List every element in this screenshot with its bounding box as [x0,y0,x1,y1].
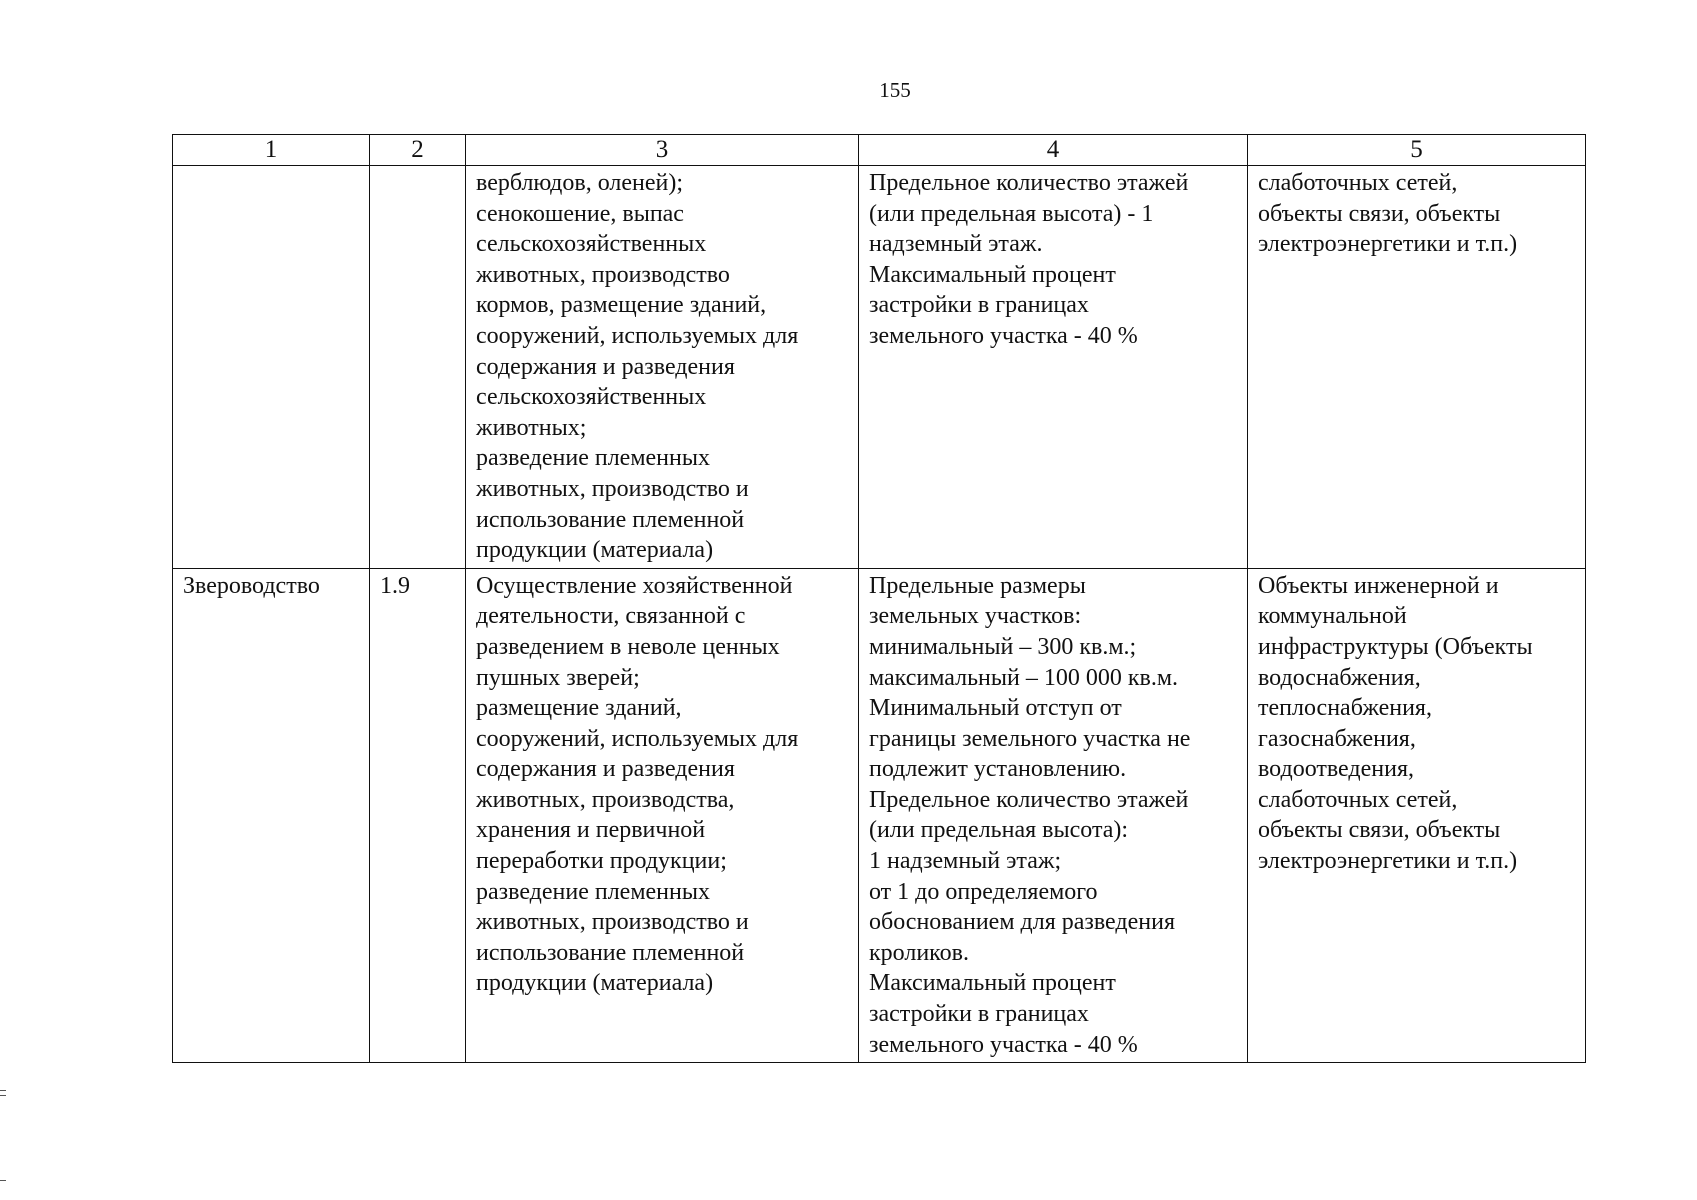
text-line: животных, производство и [476,909,749,936]
regulations-table [172,134,1586,1063]
page-number: 155 [879,78,911,102]
text-line: Минимальный отступ от [869,695,1122,722]
text-line: сенокошение, выпас [476,200,684,227]
text-line: использование племенной [476,939,745,966]
text-line: разведением в неволе ценных [476,633,780,660]
use-code-cell [370,166,466,569]
text-line: максимальный – 100 000 кв.м. [869,664,1179,691]
text-line: слаботочных сетей, [1258,786,1458,813]
text-line: хранения и первичной [476,817,706,844]
text-line: кормов, размещение зданий, [476,292,767,319]
text-line: разведение племенных [476,445,710,472]
text-line: Предельное количество этажей [869,170,1189,196]
text-line: (или предельная высота): [869,817,1129,844]
text-line: использование племенной [476,506,745,533]
text-line: животных, производство и [476,475,749,502]
text-line: содержания и разведения [476,756,735,783]
use-description-cell [466,166,859,569]
text-line: продукции (материала) [476,970,714,997]
text-line: границы земельного участка не [869,725,1191,752]
table-row [173,166,1586,569]
text-line: обоснованием для разведения [869,909,1175,936]
auxiliary-objects-cell [1248,568,1586,1063]
header-cell: 5 [1248,135,1586,166]
use-code-cell: 1.9 [370,568,466,1063]
text-line: коммунальной [1258,603,1407,630]
text-line: земельного участка - 40 % [869,322,1138,349]
scan-edge-mark [0,1180,6,1181]
text-line: водоотведения, [1258,756,1414,783]
table-row [173,568,1586,1063]
text-line: Осуществление хозяйственной [476,572,793,599]
text-line: слаботочных сетей, [1258,170,1458,196]
scan-edge-mark [0,1090,6,1091]
parameters-cell [859,568,1248,1063]
text-line: Максимальный процент [869,261,1116,288]
scan-edge-mark [0,1095,6,1096]
text-line: объекты связи, объекты [1258,817,1501,844]
text-line: Предельное количество этажей [869,786,1189,813]
text-line: размещение зданий, [476,695,682,722]
use-name-cell: Звероводство [173,568,370,1063]
header-cell: 4 [859,135,1248,166]
text-line: электроэнергетики и т.п.) [1258,231,1518,258]
auxiliary-objects-cell [1248,166,1586,569]
text-line: переработки продукции; [476,848,727,875]
use-name-cell [173,166,370,569]
text-line: Максимальный процент [869,970,1116,997]
text-line: застройки в границах [869,292,1089,319]
text-line: электроэнергетики и т.п.) [1258,848,1518,875]
text-line: сельскохозяйственных [476,384,707,411]
header-cell: 2 [370,135,466,166]
text-line: подлежит установлению. [869,756,1127,783]
header-cell: 3 [466,135,859,166]
text-line: надземный этаж. [869,231,1043,258]
text-line: животных; [476,414,587,441]
text-line: (или предельная высота) - 1 [869,200,1154,227]
header-cell: 1 [173,135,370,166]
text-line: содержания и разведения [476,353,735,380]
text-line: животных, производства, [476,786,735,813]
table-header-row [173,135,1586,166]
text-line: 1 надземный этаж; [869,848,1062,875]
text-line: сооружений, используемых для [476,725,799,752]
text-line: продукции (материала) [476,537,714,564]
text-line: пушных зверей; [476,664,640,691]
text-line: объекты связи, объекты [1258,200,1501,227]
text-line: разведение племенных [476,878,710,905]
text-line: деятельности, связанной с [476,603,746,630]
text-line: Объекты инженерной и [1258,572,1499,599]
text-line: инфраструктуры (Объекты [1258,633,1533,660]
text-line: минимальный – 300 кв.м.; [869,633,1137,660]
text-line: газоснабжения, [1258,725,1416,752]
text-line: Предельные размеры [869,572,1086,599]
text-line: животных, производство [476,261,730,288]
text-line: водоснабжения, [1258,664,1421,691]
use-description-cell [466,568,859,1063]
text-line: теплоснабжения, [1258,695,1432,722]
text-line: сельскохозяйственных [476,231,707,258]
text-line: земельных участков: [869,603,1082,630]
text-line: застройки в границах [869,1001,1089,1028]
parameters-cell [859,166,1248,569]
text-line: от 1 до определяемого [869,878,1098,905]
text-line: сооружений, используемых для [476,322,799,349]
text-line: кроликов. [869,939,969,966]
text-line: земельного участка - 40 % [869,1031,1138,1058]
text-line: верблюдов, оленей); [476,170,683,196]
